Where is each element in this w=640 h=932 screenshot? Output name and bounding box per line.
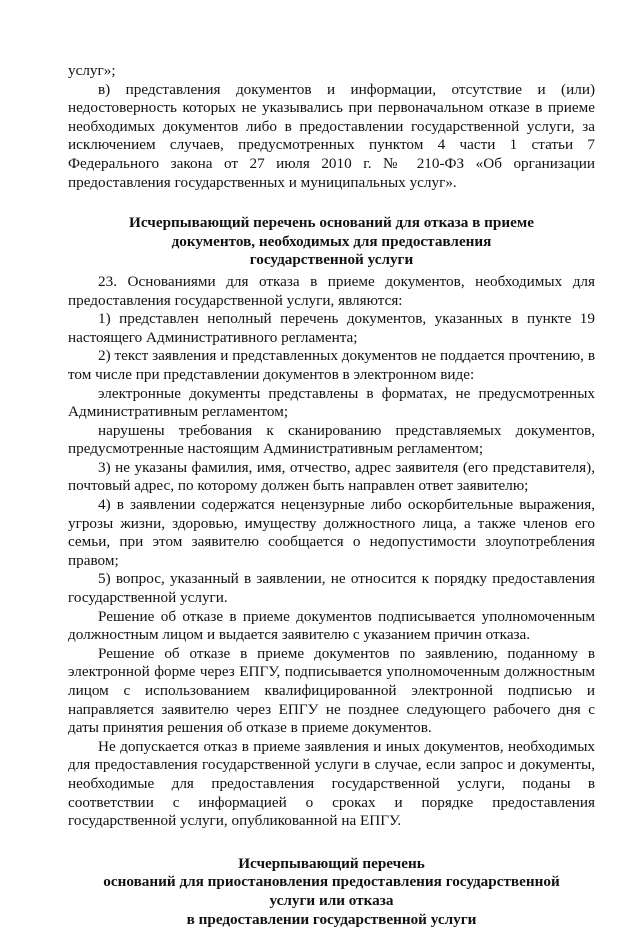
section-heading-refusal-reception [68,214,595,270]
heading-line: Исчерпывающий перечень оснований для отказа в приеме [129,214,534,232]
paragraph-item-4: 4) в заявлении содержатся нецензурные либо оскорбительные выражения, угрозы жизни, здоровью, имуществу должностного лица, а также членов его семьи, при этом заявителю сообщается о недопустимости злоупотребления правом; [68,496,595,569]
paragraph-item-1: 1) представлен неполный перечень документов, указанных в пункте 19 настоящего Административного регламента; [68,310,595,346]
paragraph-electronic-formats: электронные документы представлены в форматах, не предусмотренных Административным регламентом; [68,384,595,421]
heading-line: Исчерпывающий перечень [238,854,425,872]
paragraph-item-2: 2) текст заявления и представленных документов не поддается прочтению, в том числе при представлении документов в электронном виде: [68,347,595,383]
paragraph-refusal-decision: Решение об отказе в приеме документов подписывается уполномоченным должностным лицом и выдается заявителю с указанием причин отказа. [68,607,595,644]
paragraph-scanning-requirements: нарушены требования к сканированию представляемых документов, предусмотренные настоящим Административным регламентом; [68,421,595,458]
heading-line: государственной услуги [249,251,414,269]
heading-line: услуги или отказа [269,891,394,909]
paragraph-23: 23. Основаниями для отказа в приеме документов, необходимых для предоставления государственной услуги, являются: [68,272,595,309]
paragraph-refusal-epgu: Решение об отказе в приеме документов по заявлению, поданному в электронной форме через ЕПГУ, подписывается уполномоченным должностным лицом с использованием квалифицированной электронной подписью и направляется заявителю через ЕПГУ не позднее следующего рабочего дня с даты принятия решения об отказе в приеме документов. [68,644,595,737]
heading-line: в предоставлении государственной услуги [186,910,477,928]
heading-line: документов, необходимых для предоставления [171,232,492,250]
paragraph-refusal-not-allowed: Не допускается отказ в приеме заявления и иных документов, необходимых для предоставления государственной услуги в случае, если запрос и документы, необходимые для предоставления государственной услуги, поданы в соответствии с информацией о сроках и порядке предоставления государственной услуги, опубликованной на ЕПГУ. [68,737,595,830]
heading-line: оснований для приостановления предоставления государственной [103,873,560,891]
paragraph-item-v: в) представления документов и информации, отсутствие и (или) недостоверность которых не указывались при первоначальном отказе в приеме необходимых документов либо в предоставлении государственной услуги, за исключением случаев, предусмотренных пунктом 4 части 1 статьи 7 Федерального закона от 27 июля 2010 г. № 210-ФЗ «Об организации предоставления государственных и муниципальных услуг». [68,80,595,191]
paragraph-item-3: 3) не указаны фамилия, имя, отчество, адрес заявителя (его представителя), почтовый адрес, по которому должен быть направлен ответ заявителю; [68,458,595,495]
paragraph-item-5: 5) вопрос, указанный в заявлении, не относится к порядку предоставления государственной услуги. [68,570,595,607]
document-body [68,62,595,932]
section-heading-suspension [68,855,595,929]
paragraph-continuation: услуг»; [68,62,116,79]
